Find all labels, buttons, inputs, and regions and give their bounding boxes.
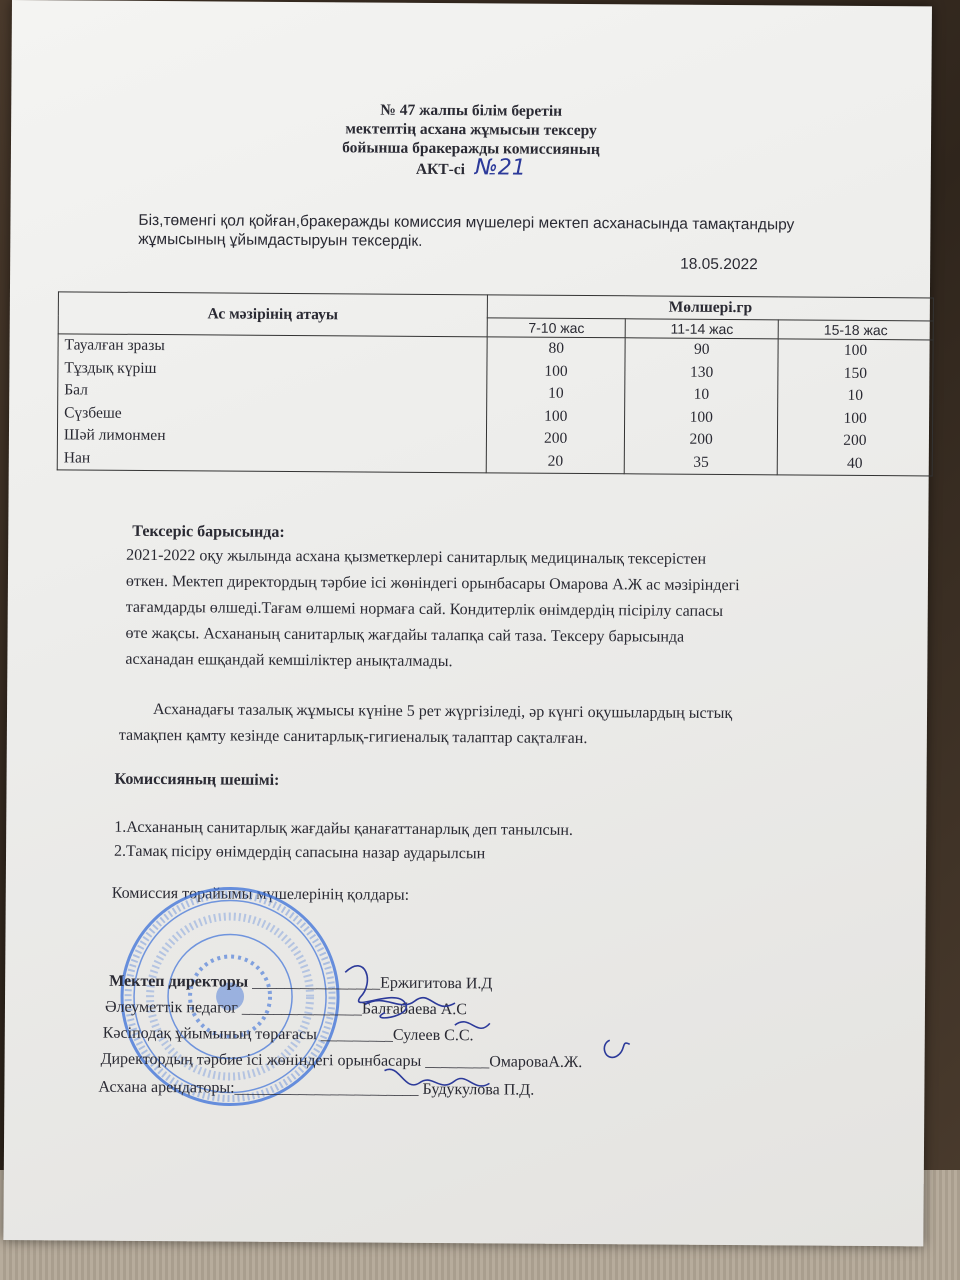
handwritten-act-number: №21 [474, 155, 526, 181]
decision-item: 2.Тамақ пісіру өнімдердің сапасына назар аударылсын [114, 842, 486, 863]
decision-item: 1.Асхананың санитарлық жағдайы қанағаттанарлық деп танылсын. [114, 818, 573, 839]
cleaning-line: Асханадағы тазалық жұмысы күніне 5 рет жүргізіледі, әр күнгі оқушылардың ыстық [152, 701, 733, 723]
amount-value: 10 [548, 384, 564, 402]
intro-date: 18.05.2022 [680, 255, 758, 274]
age-group-header: 15-18 жас [778, 320, 933, 340]
dish-name: Тұздық күріш [64, 358, 157, 377]
title-line-1: № 47 жалпы білім беретін [380, 101, 563, 120]
cleaning-line: тамақпен қамту кезінде санитарлық-гигиеналық талаптар сақталған. [118, 726, 588, 748]
column-header-amount: Мөлшері.гр [487, 295, 933, 321]
signature-line: ________________ [252, 973, 381, 992]
inspection-line: өткен. Мектеп директордың тәрбие ісі жөніндегі орынбасары Омарова А.Ж ас мәзіріндегі [125, 572, 740, 595]
document-page [3, 0, 932, 1246]
signature-line: ________ [425, 1052, 490, 1071]
amount-value: 200 [543, 429, 568, 447]
signature-name: Сулеев С.С. [392, 1026, 474, 1045]
inspection-heading: Тексеріс барысында: [132, 522, 285, 541]
amount-value: 35 [693, 453, 709, 471]
inspection-line: асханадан ешқандай кемшіліктер анықталмады. [125, 650, 453, 671]
signature-line: _________ [320, 1026, 393, 1044]
amounts-15-18-cell [777, 339, 933, 476]
amount-value: 150 [843, 364, 868, 382]
signature-name: Будукулова П.Д. [418, 1080, 535, 1099]
signature-role: Әлеуметтік педагог [104, 998, 242, 1017]
dish-name: Бал [64, 381, 88, 399]
amount-value: 100 [544, 362, 568, 380]
signature-line: _______________________ [234, 1079, 419, 1098]
intro-line-2: жұмысының ұйымдастыруын тексердік. [138, 230, 423, 250]
signature-role: Мектеп директоры [109, 972, 253, 991]
amount-value: 100 [843, 409, 867, 427]
dish-name: Сүзбеше [64, 403, 122, 422]
title-line-3: бойынша бракеражды комиссияның [342, 139, 600, 159]
amount-value: 90 [693, 340, 710, 358]
age-group-header: 7-10 жас [487, 318, 625, 338]
amount-value: 200 [843, 431, 867, 449]
title-line-2: мектептің асхана жұмысын тексеру [345, 120, 597, 140]
act-label: АКТ-сі [415, 160, 466, 179]
inspection-line: өте жақсы. Асхананың санитарлық жағдайы талапқа сай таза. Тексеру барысында [125, 624, 685, 646]
dish-names-cell [57, 334, 487, 473]
amounts-7-10-cell [486, 337, 625, 474]
signature-name: Ержигитова И.Д [380, 974, 493, 993]
amount-value: 80 [548, 339, 565, 357]
dish-name: Тауалған зразы [64, 336, 165, 355]
amount-value: 100 [689, 408, 713, 426]
amounts-11-14-cell [625, 338, 779, 475]
amount-value: 10 [847, 386, 864, 404]
dish-name: Нан [63, 448, 91, 467]
dish-name: Шәй лимонмен [63, 426, 166, 445]
amount-value: 100 [544, 407, 568, 425]
signature-line: _______________ [241, 999, 362, 1018]
signatures-heading: Комиссия төрайымы мүшелерінің қолдары: [111, 884, 410, 904]
handwritten-signatures [304, 942, 665, 1125]
intro-line-1: Біз,төменгі қол қойған,бракеражды комиссия мүшелері мектеп асханасында тамақтандыру [138, 211, 795, 234]
age-group-header: 11-14 жас [626, 319, 779, 339]
signature-role: Директордың тәрбие ісі жөніндегі орынбасары [100, 1050, 426, 1070]
signature-name: ОмароваА.Ж. [489, 1053, 583, 1072]
amount-value: 40 [846, 454, 863, 472]
column-header-dish: Ас мәзірінің атауы [58, 292, 487, 337]
signature-role: Кәсіподақ ұйымының төрағасы [102, 1024, 321, 1044]
amount-value: 100 [843, 341, 868, 359]
decision-heading: Комиссияның шешімі: [114, 770, 280, 789]
amount-value: 10 [693, 385, 710, 403]
amount-value: 130 [689, 363, 714, 381]
signature-name: Балғабаева А.С [361, 1000, 468, 1019]
menu-table [57, 291, 934, 476]
amount-value: 200 [689, 430, 713, 448]
inspection-line: 2021-2022 оқу жылында асхана қызметкерлері санитарлық медициналық тексерістен [126, 546, 707, 568]
amount-value: 20 [547, 452, 564, 470]
inspection-line: тағамдарды өлшеді.Тағам өлшемі нормаға сай. Кондитерлік өнімдердің пісірілу сапасы [125, 598, 724, 620]
signature-role: Асхана арендаторы: [98, 1078, 235, 1097]
